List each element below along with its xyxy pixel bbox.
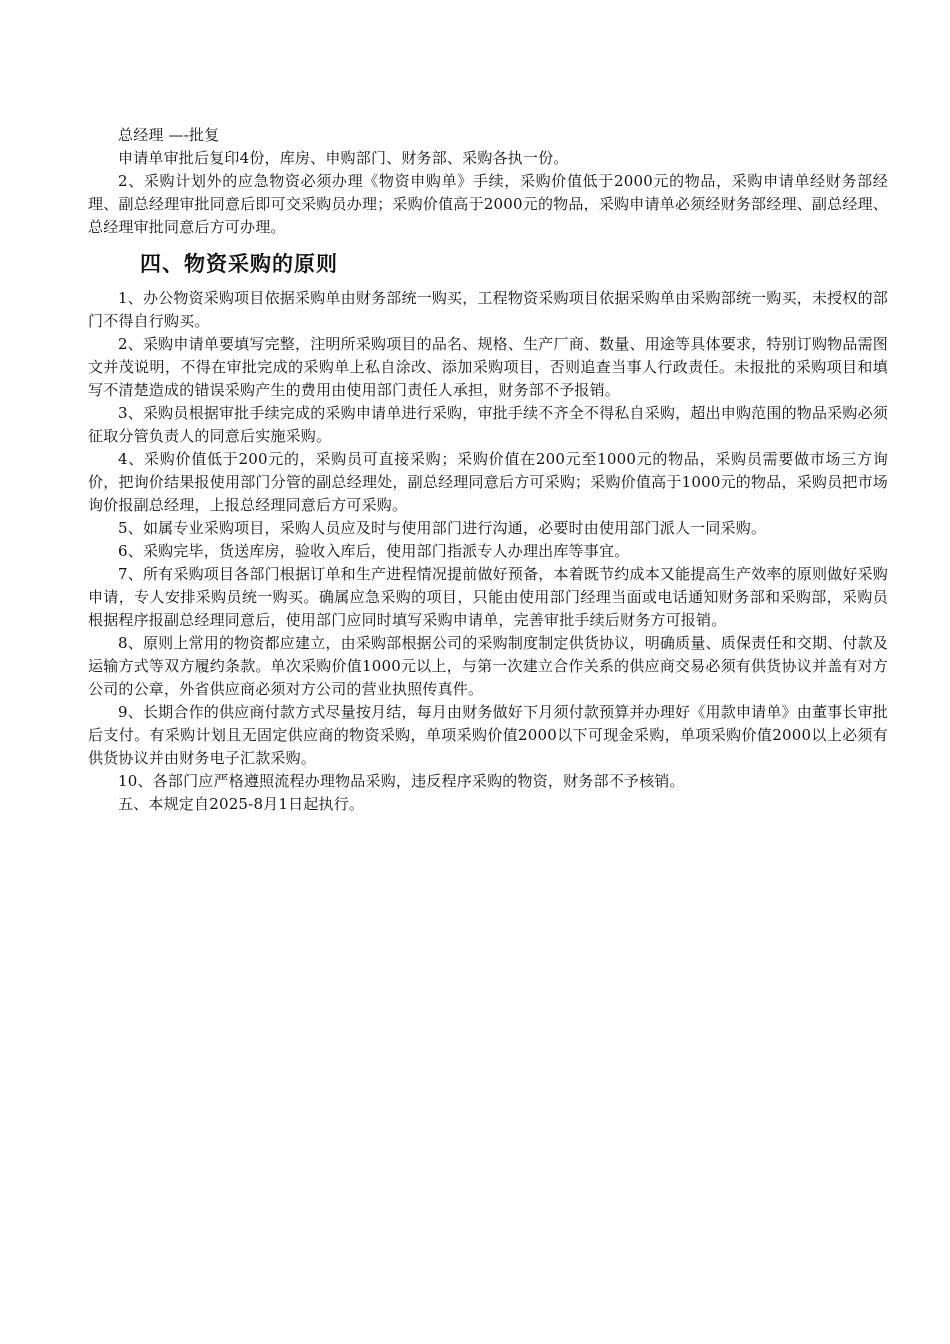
intro-line-copies: 申请单审批后复印4份，库房、申购部门、财务部、采购各执一份。 xyxy=(118,149,569,167)
intro-line-approval: 总经理 —-批复 xyxy=(118,126,220,144)
section-title: 四、物资采购的原则 xyxy=(140,252,338,276)
principle-item-9: 9、长期合作的供应商付款方式尽量按月结，每月由财务做好下月须付款预算并办理好《用款申请单》由董事长审批后支付。有采购计划且无固定供应商的物资采购，单项采购价值2000以下可现金采购，单项采购价值2000以上必须有供货协议并由财务电子汇款采购。 xyxy=(88,703,888,767)
principle-item-2: 2、采购申请单要填写完整，注明所采购项目的品名、规格、生产厂商、数量、用途等具体要求，特别订购物品需图文并茂说明，不得在审批完成的采购单上私自涂改、添加采购项目，否则追查当事人行政责任。未报批的采购项目和填写不清楚造成的错误采购产生的费用由使用部门责任人承担，财务部不予报销。 xyxy=(88,335,888,399)
principle-item-8: 8、原则上常用的物资都应建立，由采购部根据公司的采购制度制定供货协议，明确质量、质保责任和交期、付款及运输方式等双方履约条款。单次采购价值1000元以上，与第一次建立合作关系的供应商交易必须有供货协议并盖有对方公司的公章，外省供应商必须对方公司的营业执照传真件。 xyxy=(88,634,888,698)
principle-item-4: 4、采购价值低于200元的，采购员可直接采购；采购价值在200元至1000元的物品，采购员需要做市场三方询价，把询价结果报使用部门分管的副总经理处，副总经理同意后方可采购；采购价值高于1000元的物品，采购员把市场询价报副总经理，上报总经理同意后方可采购。 xyxy=(88,450,888,514)
principle-item-10: 10、各部门应严格遵照流程办理物品采购，违反程序采购的物资，财务部不予核销。 xyxy=(118,772,685,790)
principle-item-5: 5、如属专业采购项目，采购人员应及时与使用部门进行沟通，必要时由使用部门派人一同采购。 xyxy=(118,519,767,537)
principle-item-3: 3、采购员根据审批手续完成的采购申请单进行采购，审批手续不齐全不得私自采购，超出申购范围的物品采购必须征取分管负责人的同意后实施采购。 xyxy=(88,404,888,445)
intro-paragraph-emergency: 2、采购计划外的应急物资必须办理《物资申购单》手续，采购价值低于2000元的物品，采购申请单经财务部经理、副总经理审批同意后即可交采购员办理；采购价值高于2000元的物品，采购申请单必须经财务部经理、副总经理、总经理审批同意后方可办理。 xyxy=(88,172,888,236)
principle-item-6: 6、采购完毕，货送库房，验收入库后，使用部门指派专人办理出库等事宜。 xyxy=(118,542,630,560)
principle-item-1: 1、办公物资采购项目依据采购单由财务部统一购买，工程物资采购项目依据采购单由采购部统一购买，未授权的部门不得自行购买。 xyxy=(88,289,888,330)
document-body xyxy=(88,124,888,816)
effective-date-line: 五、本规定自2025-8月1日起执行。 xyxy=(118,795,365,813)
principle-item-7: 7、所有采购项目各部门根据订单和生产进程情况提前做好预备，本着既节约成本又能提高生产效率的原则做好采购申请，专人安排采购员统一购买。确属应急采购的项目，只能由使用部门经理当面或电话通知财务部和采购部，采购员根据程序报副总经理同意后，使用部门应同时填写采购申请单，完善审批手续后财务方可报销。 xyxy=(88,565,888,629)
